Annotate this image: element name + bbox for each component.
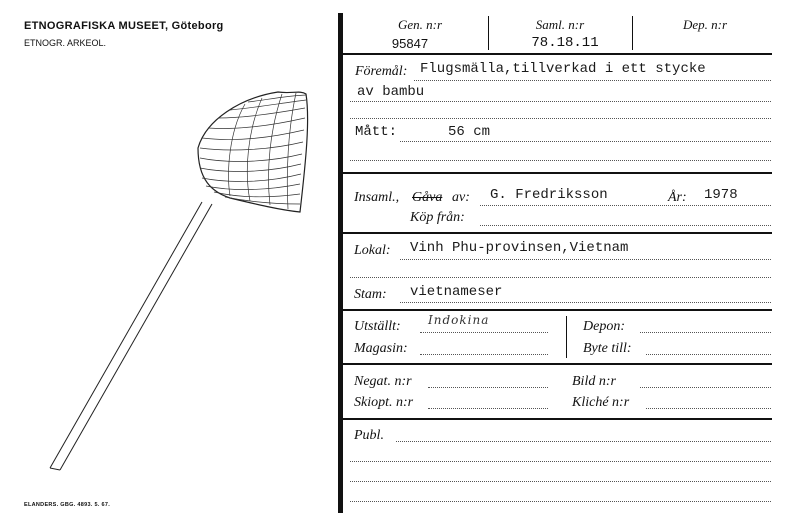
ar-value: 1978 [704, 187, 738, 203]
insaml-av-label: av: [452, 190, 470, 205]
insaml-struck: Gåva [412, 190, 443, 205]
museum-title: ETNOGRAFISKA MUSEET, Göteborg [24, 20, 224, 32]
field-divider [566, 316, 567, 358]
section-rule [343, 172, 772, 174]
magasin-label: Magasin: [354, 341, 408, 356]
kop-fran-label: Köp från: [410, 210, 465, 225]
section-rule [343, 363, 772, 365]
department-label: ETNOGR. ARKEOL. [24, 38, 107, 48]
card-divider [338, 13, 343, 513]
byte-till-label: Byte till: [583, 341, 632, 356]
skiopt-label: Skiopt. n:r [354, 395, 414, 410]
ar-label: År: [668, 190, 687, 205]
stam-value: vietnameser [410, 284, 503, 300]
header-divider [488, 16, 489, 50]
saml-nr-value: 78.18.11 [531, 35, 599, 51]
section-rule [343, 53, 772, 55]
header-divider [632, 16, 633, 50]
section-rule [343, 418, 772, 420]
dep-nr-label: Dep. n:r [682, 17, 728, 32]
matt-label: Mått: [355, 124, 398, 140]
stam-label: Stam: [354, 287, 387, 302]
gen-nr-label: Gen. n:r [397, 17, 443, 32]
fly-swatter-drawing [30, 80, 330, 500]
cliche-label: Kliché n:r [572, 395, 630, 410]
section-rule [343, 232, 772, 234]
saml-nr-label: Saml. n:r [535, 17, 585, 32]
lokal-value: Vinh Phu-provinsen,Vietnam [410, 240, 629, 256]
utstallt-label: Utställt: [354, 319, 401, 334]
negat-label: Negat. n:r [354, 374, 412, 389]
foremal-label: Föremål: [355, 64, 408, 79]
utstallt-value: Indokina [428, 313, 490, 327]
gen-nr-value: 95847 [391, 36, 429, 51]
insaml-value: G. Fredriksson [490, 187, 608, 203]
depon-label: Depon: [583, 319, 625, 334]
publ-label: Publ. [354, 428, 384, 443]
printer-imprint: ELANDERS. GBG. 4893. 5. 67. [24, 502, 111, 508]
lokal-label: Lokal: [354, 243, 391, 258]
bild-label: Bild n:r [572, 374, 616, 389]
foremal-value-line1: Flugsmälla,tillverkad i ett stycke [420, 61, 706, 77]
section-rule [343, 309, 772, 311]
foremal-value-line2: av bambu [357, 84, 425, 100]
insaml-label: Insaml., [354, 190, 400, 205]
matt-value: 56 cm [448, 124, 491, 140]
